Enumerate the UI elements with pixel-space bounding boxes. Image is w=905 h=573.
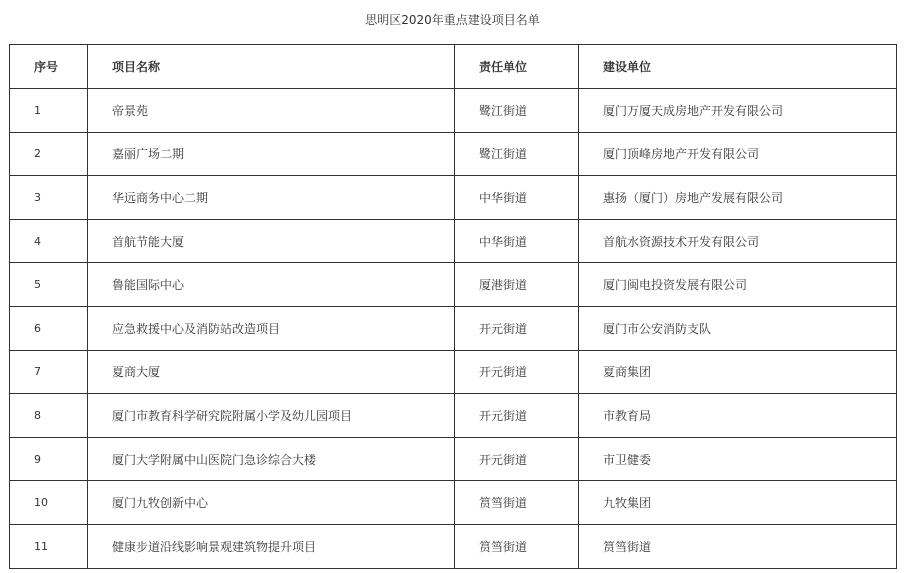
cell-project-name: 嘉丽广场二期 <box>88 132 455 176</box>
cell-project-name: 夏商大厦 <box>88 350 455 394</box>
table-row <box>10 350 897 394</box>
cell-responsible-unit: 鹭江街道 <box>455 89 579 133</box>
table-row <box>10 176 897 220</box>
table-body <box>10 89 897 569</box>
cell-responsible-unit: 筼筜街道 <box>455 481 579 525</box>
header-seq: 序号 <box>10 45 88 89</box>
table-row <box>10 437 897 481</box>
cell-seq: 9 <box>10 437 88 481</box>
cell-project-name: 帝景苑 <box>88 89 455 133</box>
project-list-table <box>9 44 897 569</box>
cell-seq: 6 <box>10 306 88 350</box>
cell-project-name: 鲁能国际中心 <box>88 263 455 307</box>
cell-construction-unit: 厦门顶峰房地产开发有限公司 <box>579 132 897 176</box>
cell-project-name: 应急救援中心及消防站改造项目 <box>88 306 455 350</box>
cell-seq: 1 <box>10 89 88 133</box>
cell-project-name: 华远商务中心二期 <box>88 176 455 220</box>
table-row <box>10 394 897 438</box>
cell-responsible-unit: 开元街道 <box>455 350 579 394</box>
cell-seq: 2 <box>10 132 88 176</box>
cell-construction-unit: 夏商集团 <box>579 350 897 394</box>
table-row <box>10 89 897 133</box>
cell-project-name: 厦门大学附属中山医院门急诊综合大楼 <box>88 437 455 481</box>
cell-responsible-unit: 开元街道 <box>455 437 579 481</box>
table-row <box>10 219 897 263</box>
cell-construction-unit: 厦门市公安消防支队 <box>579 306 897 350</box>
cell-project-name: 厦门市教育科学研究院附属小学及幼儿园项目 <box>88 394 455 438</box>
header-project-name: 项目名称 <box>88 45 455 89</box>
cell-construction-unit: 厦门闽电投资发展有限公司 <box>579 263 897 307</box>
cell-seq: 10 <box>10 481 88 525</box>
cell-responsible-unit: 厦港街道 <box>455 263 579 307</box>
table-row <box>10 306 897 350</box>
cell-construction-unit: 九牧集团 <box>579 481 897 525</box>
table-row <box>10 481 897 525</box>
cell-responsible-unit: 鹭江街道 <box>455 132 579 176</box>
cell-seq: 5 <box>10 263 88 307</box>
cell-responsible-unit: 筼筜街道 <box>455 524 579 568</box>
table-header-row <box>10 45 897 89</box>
cell-seq: 7 <box>10 350 88 394</box>
cell-construction-unit: 首航水资源技术开发有限公司 <box>579 219 897 263</box>
header-responsible-unit: 责任单位 <box>455 45 579 89</box>
cell-construction-unit: 惠扬（厦门）房地产发展有限公司 <box>579 176 897 220</box>
cell-construction-unit: 市卫健委 <box>579 437 897 481</box>
cell-seq: 11 <box>10 524 88 568</box>
table-row <box>10 524 897 568</box>
cell-project-name: 首航节能大厦 <box>88 219 455 263</box>
cell-responsible-unit: 中华街道 <box>455 176 579 220</box>
cell-responsible-unit: 中华街道 <box>455 219 579 263</box>
cell-seq: 8 <box>10 394 88 438</box>
table-row <box>10 263 897 307</box>
table-row <box>10 132 897 176</box>
cell-project-name: 厦门九牧创新中心 <box>88 481 455 525</box>
page-title: 思明区2020年重点建设项目名单 <box>365 13 540 27</box>
cell-construction-unit: 市教育局 <box>579 394 897 438</box>
cell-seq: 4 <box>10 219 88 263</box>
cell-construction-unit: 厦门万厦天成房地产开发有限公司 <box>579 89 897 133</box>
cell-responsible-unit: 开元街道 <box>455 306 579 350</box>
header-construction-unit: 建设单位 <box>579 45 897 89</box>
cell-seq: 3 <box>10 176 88 220</box>
cell-project-name: 健康步道沿线影响景观建筑物提升项目 <box>88 524 455 568</box>
cell-construction-unit: 筼筜街道 <box>579 524 897 568</box>
cell-responsible-unit: 开元街道 <box>455 394 579 438</box>
